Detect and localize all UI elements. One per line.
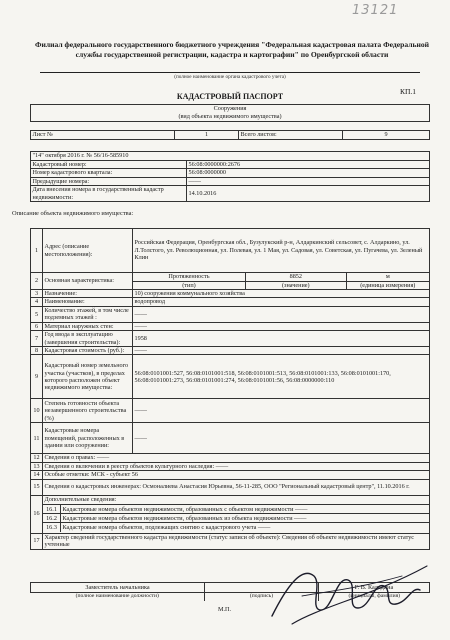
row-9-label: Кадастровый номер земельного участка (участков), в пределах которого расположен объект недвижимого имущества: bbox=[43, 355, 133, 399]
row-12-text: Сведения о правах: —— bbox=[43, 454, 430, 462]
sub-16-1-text: Кадастровые номера объектов недвижимости, образованных с объектом недвижимости —— bbox=[61, 505, 430, 514]
row-17-text: Характер сведений государственного кадастра недвижимости (статус записи об объекте): Сведения об объекте недвижимости имеют статус учтенные bbox=[43, 533, 430, 549]
document-title: КАДАСТРОВЫЙ ПАСПОРТ bbox=[176, 92, 284, 101]
quarter-number-value: 56:08:0000000 bbox=[187, 169, 430, 177]
row-8-number: 8 bbox=[31, 347, 43, 355]
row-11-value: —— bbox=[133, 423, 430, 454]
description-title: Описание объекта недвижимого имущества: bbox=[12, 210, 134, 217]
row-8-value: —— bbox=[133, 347, 430, 355]
sheet-number: 1 bbox=[175, 131, 239, 140]
row-14-number: 14 bbox=[31, 471, 43, 479]
row-9-value: 56:08:0101001:527, 56:08:0101001:518, 56:08:0101001:513, 56:08:0101001:133, 56:08:0101001:170, 56:08:0101001:273, 56:08:0101001:274, 56:08:0101001:56, 56:08:0000000:110 bbox=[133, 355, 430, 399]
row-4-value: водопровод bbox=[133, 298, 430, 306]
organization-name: Филиал федерального государственного бюджетного учреждения "Федеральная кадастровая палата Федеральной службы государственной регистрации, кадастра и картографии" по Оренбургской области bbox=[34, 40, 430, 59]
row-3-label: Назначение: bbox=[43, 290, 133, 298]
row-5-number: 5 bbox=[31, 306, 43, 322]
entry-date-label: Дата внесения номера в государственный кадастр недвижимости: bbox=[31, 186, 187, 202]
row-10-number: 10 bbox=[31, 399, 43, 423]
cadastral-number-value: 56:08:0000000:2676 bbox=[187, 161, 430, 169]
row-6-label: Материал наружных стен: bbox=[43, 322, 133, 330]
row-5-label: Количество этажей, в том числе подземных этажей : bbox=[43, 306, 133, 322]
org-caption: (полное наименование органа кадастрового учета) bbox=[174, 74, 286, 80]
sheet-row bbox=[30, 130, 430, 140]
additional-info-subtable bbox=[43, 504, 429, 532]
row-16-number: 16 bbox=[31, 495, 43, 533]
row-7-value: 1958 bbox=[133, 331, 430, 347]
char-type: Протяженность bbox=[133, 273, 245, 281]
row-10-value: —— bbox=[133, 399, 430, 423]
row-7-label: Год ввода в эксплуатацию (завершения строительства): bbox=[43, 331, 133, 347]
row-1-label: Адрес (описание местоположения): bbox=[43, 229, 133, 273]
row-1-number: 1 bbox=[31, 229, 43, 273]
previous-numbers-label: Предыдущие номера: bbox=[31, 177, 187, 185]
handwritten-page-number: 13121 bbox=[352, 3, 399, 18]
row-10-label: Степень готовности объекта незавершенного строительства (%) bbox=[43, 399, 133, 423]
description-table bbox=[30, 228, 430, 550]
signer-name: Г. В. Калядина bbox=[319, 583, 430, 593]
object-kind-box bbox=[30, 104, 430, 122]
handwritten-signature bbox=[262, 546, 432, 636]
row-1-value: Российская Федерация, Оренбургская обл., Бузулукский р-н, Алдаркинский сельсовет, с. Алдаркино, ул. Л.Толстого, ул. Революционная, ул. Полевая, ул. 1 Мая, ул. Садовая, ул. Советская, ул. Пугачева, ул. Зеленый Клин bbox=[133, 229, 430, 273]
object-kind-caption: (вид объекта недвижимого имущества) bbox=[31, 113, 430, 122]
row-3-number: 3 bbox=[31, 290, 43, 298]
stamp-place-label: М.П. bbox=[218, 606, 232, 613]
row-17-number: 17 bbox=[31, 533, 43, 549]
char-value-caption: (значение) bbox=[245, 281, 346, 289]
char-unit-caption: (единица измерения) bbox=[346, 281, 429, 289]
row-11-label: Кадастровые номера помещений, расположенных в здании или сооружении: bbox=[43, 423, 133, 454]
row-4-label: Наименование: bbox=[43, 298, 133, 306]
sub-16-3-text: Кадастровые номера объектов, подлежащих снятию с кадастрового учета —— bbox=[61, 523, 430, 532]
quarter-number-label: Номер кадастрового квартала: bbox=[31, 169, 187, 177]
previous-numbers-value: —— bbox=[187, 177, 430, 185]
header-info-table bbox=[30, 151, 430, 202]
sub-16-2-number: 16.2 bbox=[43, 514, 61, 523]
total-sheets-label: Всего листов: bbox=[239, 131, 343, 140]
row-11-number: 11 bbox=[31, 423, 43, 454]
row-8-label: Кадастровая стоимость (руб.): bbox=[43, 347, 133, 355]
cadastral-number-label: Кадастровый номер: bbox=[31, 161, 187, 169]
row-6-number: 6 bbox=[31, 322, 43, 330]
row-2-label: Основная характеристика: bbox=[43, 273, 133, 290]
row-3-value: 10) сооружения коммунального хозяйства bbox=[133, 290, 430, 298]
row-15-number: 15 bbox=[31, 479, 43, 495]
object-kind-value: Сооружения bbox=[31, 105, 430, 114]
char-value: 8852 bbox=[245, 273, 346, 281]
row-4-number: 4 bbox=[31, 298, 43, 306]
row-14-text: Особые отметки: МСК - субъект 56 bbox=[43, 471, 430, 479]
row-12-number: 12 bbox=[31, 454, 43, 462]
row-2-number: 2 bbox=[31, 273, 43, 290]
signer-position: Заместитель начальника bbox=[31, 583, 205, 593]
row-6-value: —— bbox=[133, 322, 430, 330]
position-caption: (полное наименование должности) bbox=[31, 593, 205, 601]
row-13-text: Сведения о включении в реестр объектов культурного наследия: —— bbox=[43, 462, 430, 470]
org-underline bbox=[40, 72, 420, 73]
row-15-text: Сведения о кадастровых инженерах: Осмоналиева Анастасия Юрьевна, 56-11-285, ООО "Региональный кадастровый центр", 11.10.2016 г. bbox=[43, 479, 430, 495]
row-13-number: 13 bbox=[31, 462, 43, 470]
row-16-title: Дополнительные сведения: bbox=[44, 496, 117, 504]
total-sheets-number: 9 bbox=[343, 131, 430, 140]
sign-caption: (подпись) bbox=[205, 593, 319, 601]
sub-16-1-number: 16.1 bbox=[43, 505, 61, 514]
sub-16-3-number: 16.3 bbox=[43, 523, 61, 532]
date-number-line: "14" октября 2016 г. № 56/16-585910 bbox=[31, 152, 430, 161]
name-caption: (инициалы, фамилия) bbox=[319, 593, 430, 601]
form-code: КП.1 bbox=[400, 87, 417, 96]
sheet-label: Лист № bbox=[31, 131, 175, 140]
sub-16-2-text: Кадастровые номера объектов недвижимости, образованных из объекта недвижимости —— bbox=[61, 514, 430, 523]
entry-date-value: 14.10.2016 bbox=[187, 186, 430, 202]
char-type-caption: (тип) bbox=[133, 281, 245, 289]
row-7-number: 7 bbox=[31, 331, 43, 347]
main-characteristic-grid bbox=[133, 273, 429, 289]
row-9-number: 9 bbox=[31, 355, 43, 399]
char-unit: м bbox=[346, 273, 429, 281]
row-5-value: —— bbox=[133, 306, 430, 322]
